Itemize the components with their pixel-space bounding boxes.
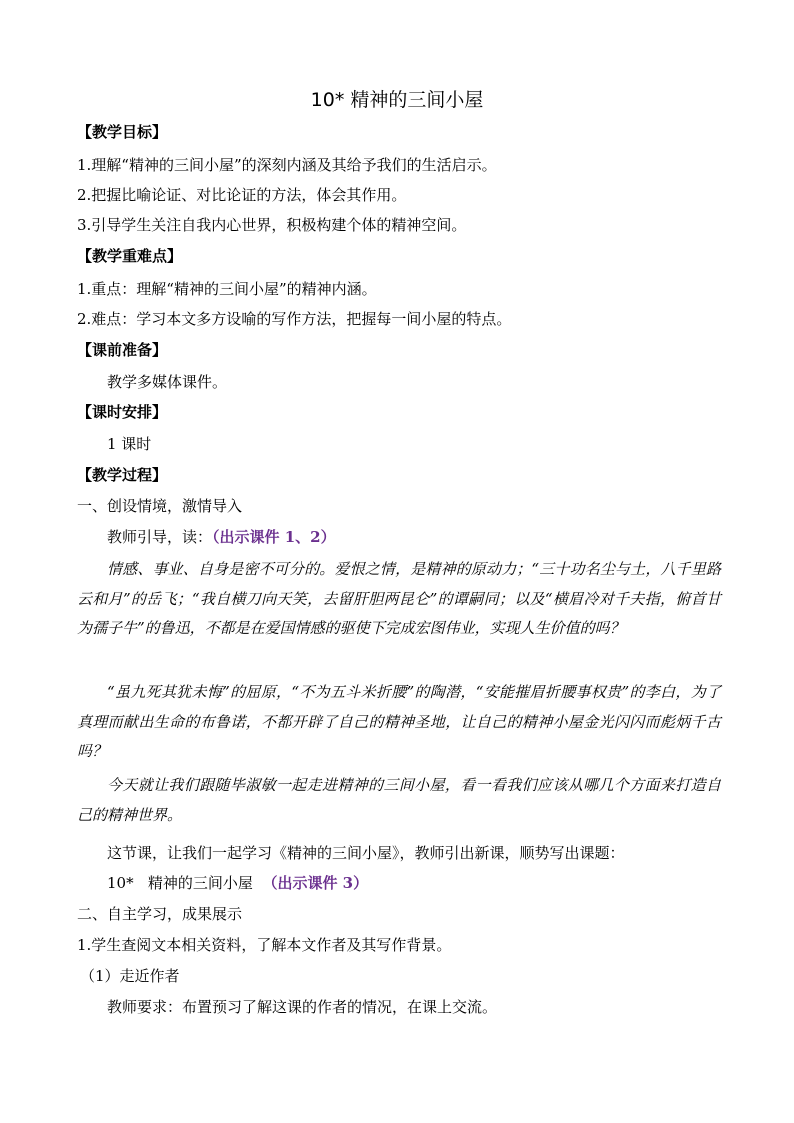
prep-text: 教学多媒体课件。 — [107, 373, 228, 391]
intro-paragraph-1: 情感、事业、自身是密不可分的。爱恨之情，是精神的原动力；“三十功名尘与土，八千里路云和月”的岳飞；“我自横刀向天笑，去留肝胆两昆仑”的谭嗣同；以及“横眉冷对千夫指，俯首甘为孺子牛”的鲁迅，不都是在爱国情感的驱使下完成宏图伟业，实现人生价值的吗？ — [77, 560, 721, 637]
lesson-title-text: 10* 精神的三间小屋 — [107, 874, 263, 892]
objective-item-1: 1.理解“精神的三间小屋”的深刻内涵及其给予我们的生活启示。 — [77, 156, 497, 174]
step2-heading: 二、自主学习，成果展示 — [77, 905, 243, 923]
keypoints-heading: 【教学重难点】 — [77, 247, 183, 265]
objective-item-2: 2.把握比喻论证、对比论证的方法，体会其作用。 — [77, 186, 407, 204]
objectives-heading: 【教学目标】 — [77, 123, 168, 141]
objective-item-3: 3.引导学生关注自我内心世界，积极构建个体的精神空间。 — [77, 216, 467, 234]
schedule-text: 1 课时 — [107, 435, 152, 453]
teacher-guide-line — [107, 527, 721, 547]
keypoint-item-1: 1.重点：理解“精神的三间小屋”的精神内涵。 — [77, 280, 377, 298]
courseware-note-1: （出示课件 1、2） — [212, 528, 336, 546]
new-lesson-intro: 这节课，让我们一起学习《精神的三间小屋》，教师引出新课，顺势写出课题： — [107, 844, 625, 862]
courseware-note-3: （出示课件 3） — [262, 874, 369, 892]
step2-item-1: 1.学生查阅文本相关资料，了解本文作者及其写作背景。 — [77, 936, 452, 954]
prep-heading: 【课前准备】 — [77, 341, 168, 359]
teacher-guide-text: 教师引导，读： — [107, 528, 213, 546]
schedule-heading: 【课时安排】 — [77, 403, 168, 421]
lesson-title-line — [107, 873, 721, 893]
step2-sub-1: （1）走近作者 — [80, 967, 180, 985]
process-heading: 【教学过程】 — [77, 466, 168, 484]
step1-heading: 一、创设情境，激情导入 — [77, 497, 243, 515]
teacher-requirement: 教师要求：布置预习了解这课的作者的情况，在课上交流。 — [107, 998, 498, 1016]
intro-paragraph-2: “虽九死其犹未悔”的屈原，“不为五斗米折腰”的陶潜，“安能摧眉折腰事权贵”的李白，为了真理而献出生命的布鲁诺，不都开辟了自己的精神圣地，让自己的精神小屋金光闪闪而彪炳千古吗？ — [77, 683, 721, 760]
keypoint-item-2: 2.难点：学习本文多方设喻的写作方法，把握每一间小屋的特点。 — [77, 310, 512, 328]
page-title: 10* 精神的三间小屋 — [310, 89, 484, 111]
intro-paragraph-3: 今天就让我们跟随毕淑敏一起走进精神的三间小屋，看一看我们应该从哪几个方面来打造自己的精神世界。 — [77, 776, 721, 824]
